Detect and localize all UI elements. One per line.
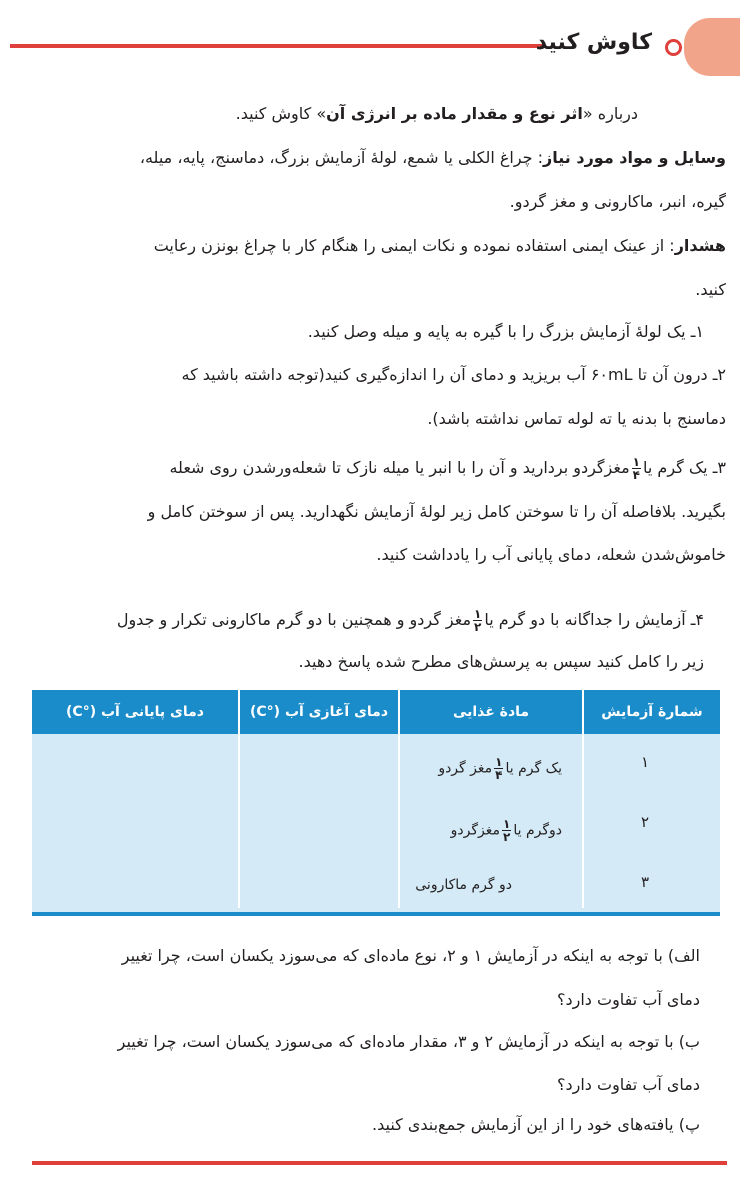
question-alef-line-1: الف) با توجه به اینکه در آزمایش ۱ و ۲، نوع ماده‌ای که می‌سوزد یکسان است، چرا تغییر [121,946,700,965]
warning-text: : از عینک ایمنی استفاده نموده و نکات ایمنی را هنگام کار با چراغ بونزن رعایت [153,236,675,255]
row-2-initial-temp-cell[interactable] [242,810,398,850]
fraction-half [473,608,482,633]
warning-label: هشدار [674,236,726,255]
header-tab [684,18,740,76]
step-4-part-2: مغز گردو و همچنین با دو گرم ماکارونی تکرار و جدول [116,610,472,629]
row-2-food [451,818,562,843]
results-table [32,690,720,916]
fraction-num: ۱ [632,455,640,469]
fraction-den: ۴ [632,468,640,482]
step-3-line-2: بگیرید. بلافاصله آن را تا سوختن کامل زیر لولهٔ آزمایش نگهدارید. پس از سوختن کامل و [147,502,726,521]
fraction-quarter [632,456,641,481]
step-3-line-3: خاموش‌شدن شعله، دمای پایانی آب را یادداشت کنید. [376,545,726,564]
materials-line-1 [140,148,726,168]
row-3-final-temp-cell[interactable] [34,864,238,904]
question-be-line-1: ب) با توجه به اینکه در آزمایش ۲ و ۳، مقدار ماده‌ای که می‌سوزد یکسان است، چرا تغییر [117,1032,700,1051]
footer-rule [32,1161,727,1165]
row-1-food-part-1: یک گرم یا [505,760,562,777]
header-food-material: مادهٔ غذایی [400,690,582,734]
intro-topic: اثر نوع و مقدار ماده بر انرژی آن [326,104,583,123]
fraction-den: ۲ [474,620,482,634]
question-pe: پ) یافته‌های خود را از این آزمایش جمع‌بندی کنید. [372,1115,700,1134]
row-1-final-temp-cell[interactable] [34,750,238,790]
row-3-initial-temp-cell[interactable] [242,864,398,904]
row-1-food-part-2: مغز گردو [438,760,493,777]
row-1-initial-temp-cell[interactable] [242,750,398,790]
step-1: ۱ـ یک لولهٔ آزمایش بزرگ را با گیره به پایه و میله وصل کنید. [307,322,704,341]
header-experiment-number: شمارهٔ آزمایش [584,690,720,734]
warning-line-2: کنید. [695,280,726,299]
step-2-line-2: دماسنج با بدنه یا ته لوله تماس نداشته باشد). [427,409,726,428]
fraction-num: ۱ [474,607,482,621]
header-initial-temperature: دمای آغازی آب (°C) [240,690,398,734]
row-2-food-part-1: دوگرم یا [513,822,562,839]
step-4-part-1: ۴ـ آزمایش را جداگانه با دو گرم یا [484,610,704,629]
question-be-line-2: دمای آب تفاوت دارد؟ [557,1075,700,1094]
fraction-den: ۲ [503,830,511,844]
warning-line-1 [154,236,726,256]
column-divider [582,690,584,908]
title-ring-icon [665,39,682,56]
intro-after: » کاوش کنید. [235,104,327,123]
step-3-part-1: ۳ـ یک گرم یا [643,458,726,477]
header-final-temperature: دمای پایانی آب (°C) [32,690,238,734]
step-4-line-2: زیر را کامل کنید سپس به پرسش‌های مطرح شده پاسخ دهید. [298,652,704,671]
row-3-food: دو گرم ماکارونی [415,877,512,893]
fraction-half [502,818,511,843]
fraction-den: ۴ [495,768,503,782]
section-title: کاوش کنید [535,30,652,55]
row-3-number: ۳ [640,873,650,891]
column-divider [238,690,240,908]
row-1-number: ۱ [640,753,650,771]
step-2-line-1: ۲ـ درون آن تا ۶۰mL آب بریزید و دمای آن را اندازه‌گیری کنید(توجه داشته باشید که [181,365,726,384]
materials-text: : چراغ الکلی یا شمع، لولهٔ آزمایش بزرگ، دماسنج، پایه، میله، [139,148,544,167]
intro-before: درباره « [582,104,638,123]
row-1-food [438,756,562,781]
materials-line-2: گیره، انبر، ماکارونی و مغز گردو. [509,192,726,211]
row-2-food-part-2: مغزگردو [450,822,500,839]
fraction-num: ۱ [495,755,503,769]
question-alef-line-2: دمای آب تفاوت دارد؟ [557,990,700,1009]
materials-label: وسایل و مواد مورد نیاز [543,148,726,167]
step-3-line-1 [169,456,726,481]
header-rule [10,44,545,48]
fraction-num: ۱ [503,817,511,831]
fraction-quarter [494,756,503,781]
intro-paragraph [236,104,638,124]
column-divider [398,690,400,908]
row-2-final-temp-cell[interactable] [34,810,238,850]
row-2-number: ۲ [640,813,650,831]
step-3-part-2: مغزگردو بردارید و آن را با انبر یا میله نازک تا شعله‌ورشدن روی شعله [169,458,630,477]
step-4-line-1 [117,608,704,633]
